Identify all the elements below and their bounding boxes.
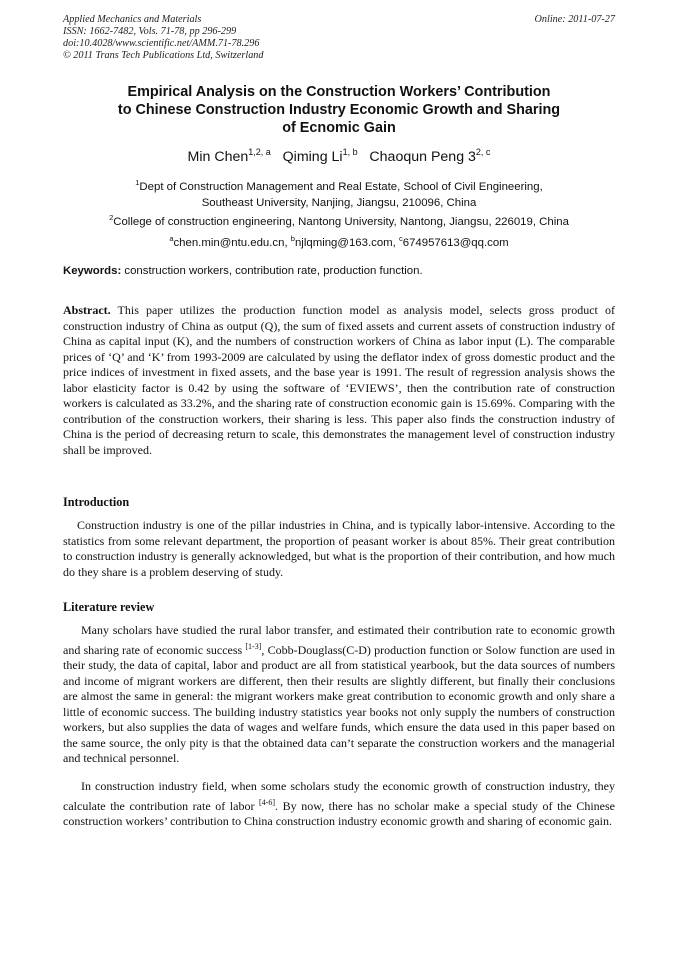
email-address: 674957613@qq.com xyxy=(402,237,509,249)
doi-line: doi:10.4028/www.scientific.net/AMM.71-78.296 xyxy=(63,38,260,49)
email-mark: c xyxy=(398,234,403,243)
author-name: Min Chen xyxy=(187,149,249,165)
email-mark: a xyxy=(169,234,174,243)
author-name: Qiming Li xyxy=(282,149,343,165)
citation: [1-3] xyxy=(245,641,262,651)
email-address: chen.min@ntu.edu.cn, xyxy=(173,237,291,249)
section-heading-introduction: Introduction xyxy=(63,495,130,509)
issn-line: ISSN: 1662-7482, Vols. 71-78, pp 296-299 xyxy=(63,26,237,37)
email-mark: b xyxy=(290,234,295,243)
keywords-text: construction workers, contribution rate, production function. xyxy=(121,265,423,277)
author-name: Chaoqun Peng 3 xyxy=(369,149,476,165)
abstract-label: Abstract. xyxy=(63,303,111,317)
author-list xyxy=(63,147,615,165)
title-line-1: Empirical Analysis on the Construction Workers’ Contribution xyxy=(127,84,551,100)
affiliation-text: Dept of Construction Management and Real Estate, School of Civil Engineering, xyxy=(139,181,543,193)
literature-paragraph-2 xyxy=(63,779,615,830)
journal-name: Applied Mechanics and Materials xyxy=(63,14,202,25)
paragraph-text: , Cobb-Douglass(C-D) production function or Solow function are used in their study, the data of capital, labor and product are all from statistical yearbook, but the data sources of numbers and income of migrant workers are different, then their results are slightly different, but finally their conclusions are almost the same in general: the migrant workers make great contribution to economic growth and only share a little of economic success. The building industry statistics year books not only supply the numbers of construction workers, but also supplies the data of wages and welfare funds, which ensure the data used in this paper based on the same source, the only pity is that the obtained data can’t separate the construction workers and the managerial and technical personnel. xyxy=(63,642,616,765)
title-line-2: to Chinese Construction Industry Economic Growth and Sharing xyxy=(117,102,561,118)
title-line-3: of Ecnomic Gain xyxy=(282,120,396,136)
email-address: njlqming@163.com, xyxy=(294,237,399,249)
keywords xyxy=(63,265,615,277)
affiliation-2 xyxy=(63,210,615,231)
author-affil-mark: 1, b xyxy=(342,147,358,157)
paper-title xyxy=(63,83,615,137)
abstract-text: This paper utilizes the production function model as analysis model, selects gross product of construction industry of China as output (Q), the sum of fixed assets and current assets of construction industry of China as capital input (K), and the numbers of construction workers of China as labor input (L). The comparable prices of ‘Q’ and ‘K’ from 1993-2009 are calculated by using the deflator index of gross domestic product and the price indices of investment in fixed assets, and the base year is 1991. The result of regression analysis shows the labor elasticity factor is 0.42 by using the software of ‘EVIEWS’, then the contribution rate of construction workers is calculated as 33.2%, and the sharing rate of construction economic gain is 15.69%. Comparing with the contribution of the construction workers, their sharing is less. This paper also finds the construction industry of China is the period of decreasing return to scale, this demonstrates the management level of construction industry shall be improved. xyxy=(63,303,615,457)
author-affil-mark: 1,2, a xyxy=(248,147,271,157)
affiliation-mark: 2 xyxy=(109,213,114,222)
paragraph-text: In construction industry field, when some scholars study the economic growth of construction industry, they calculate the contribution rate of labor xyxy=(63,779,615,813)
affiliation-text: Southeast University, Nanjing, Jiangsu, 210096, China xyxy=(201,196,477,209)
citation: [4-6] xyxy=(259,797,276,807)
author-affil-mark: 2, c xyxy=(475,147,491,157)
copyright-line: © 2011 Trans Tech Publications Ltd, Switzerland xyxy=(63,50,264,61)
introduction-paragraph: Construction industry is one of the pillar industries in China, and is typically labor-intensive. According to the statistics from some relevant department, the proportion of peasant worker is about 85%. Their great contribution to construction industry is generally acknowledged, but what is the proportion of their contribution, and how much do they share is a problem deserving of study. xyxy=(63,518,615,579)
online-date: Online: 2011-07-27 xyxy=(534,14,615,25)
paragraph-text: Many scholars have studied the rural labor transfer, and estimated their contribution rate to economic growth and sharing rate of economic success xyxy=(63,623,615,657)
abstract xyxy=(63,303,615,458)
keywords-label: Keywords: xyxy=(63,265,122,277)
paragraph-text: . By now, there has no scholar make a special study of the Chinese construction workers’ contribution to China construction industry economic growth and sharing of economic gain. xyxy=(63,798,615,828)
journal-header xyxy=(63,14,263,62)
literature-paragraph-1 xyxy=(63,623,615,767)
affiliation-text: College of construction engineering, Nantong University, Nantong, Jiangsu, 226019, China xyxy=(113,216,569,228)
affiliation-1 xyxy=(63,175,615,211)
section-heading-literature-review: Literature review xyxy=(63,600,155,614)
email-list xyxy=(63,231,615,252)
affiliation-mark: 1 xyxy=(135,178,140,187)
